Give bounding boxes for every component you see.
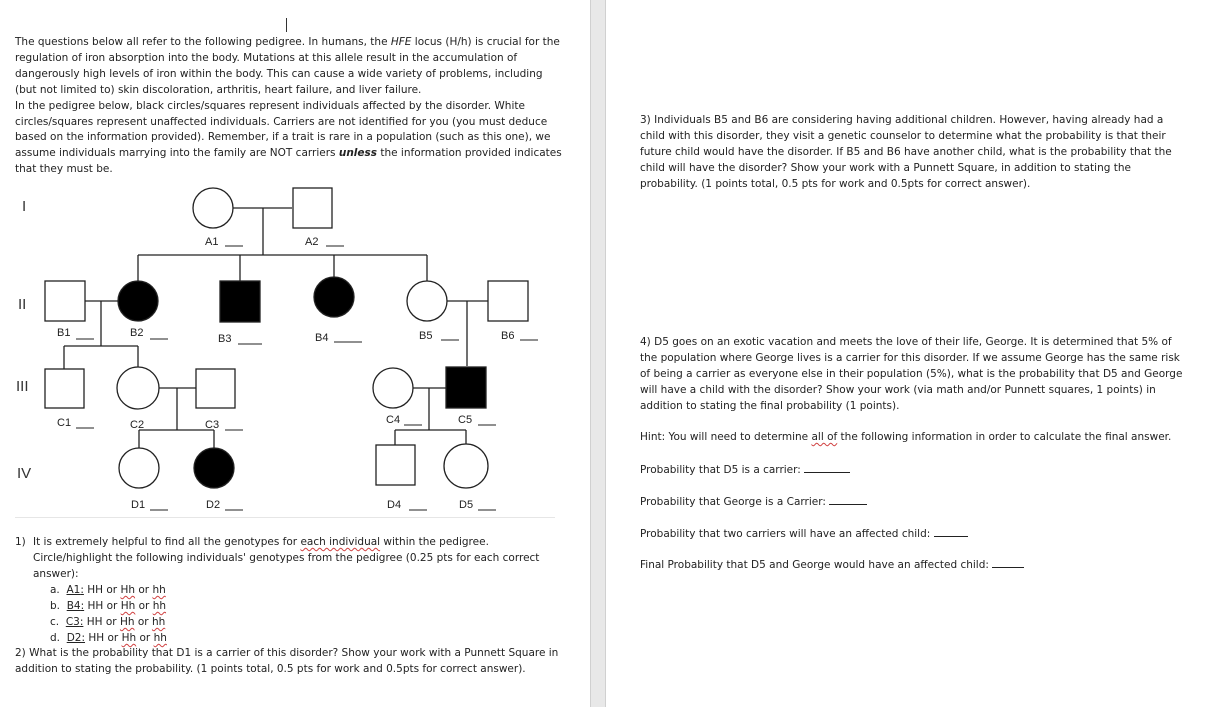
label-B6: B6 [501, 330, 515, 342]
genotype-HH[interactable]: HH [88, 632, 105, 644]
label-A2: A2 [305, 236, 319, 248]
question-3: 3) Individuals B5 and B6 are considering having additional children. However, having already had a child with this disorder, they visit a genetic counselor to determine what the probability is that their future child would have the disorder. If B5 and B6 have another child, what is the probability that the child will have the disorder? Show your work with a Punnett Square, in addition to stating the probability. (1 points total, 0.5 pts for work and 0.5pts for correct answer). [640, 114, 1172, 190]
prompt-label: Probability that two carriers will have an affected child: [640, 528, 931, 540]
label-D2: D2 [206, 499, 221, 511]
genotype-hh[interactable]: hh [151, 616, 166, 628]
label-B4: B4 [315, 332, 329, 344]
text-cursor [286, 18, 287, 32]
option-colon: : [81, 632, 86, 644]
label-B1: B1 [57, 327, 71, 339]
option-letter: b. [50, 600, 61, 612]
option-individual-id: C3 [65, 616, 80, 628]
genotype-Hh[interactable]: Hh [119, 616, 135, 628]
section-divider [15, 517, 555, 518]
individual-B5 [407, 281, 447, 321]
generation-label-IV: IV [17, 465, 32, 482]
label-C1: C1 [57, 417, 72, 429]
individual-B3 [220, 281, 260, 322]
individual-B1 [45, 281, 85, 321]
intro-p2-b: the information provided indicates that they must be. [15, 147, 562, 176]
individual-A2 [293, 188, 332, 228]
label-B5: B5 [419, 330, 433, 342]
intro-p2-a: In the pedigree below, black circles/squares represent individuals affected by the disorder. White circles/squares represent unaffected individuals. Carriers are not identified for you (you must deduce based on the information provided). Remember, if a trait is rare in a population (such as this one), we assume individuals marrying into the family are NOT carriers [15, 99, 551, 160]
option-or: or [137, 616, 149, 628]
option-individual-id: D2 [66, 632, 82, 644]
label-B3: B3 [218, 333, 232, 345]
label-A1: A1 [205, 236, 219, 248]
individual-C1 [45, 369, 84, 408]
individual-D5 [444, 444, 488, 488]
option-individual-id: A1 [66, 584, 81, 596]
label-B2: B2 [130, 327, 144, 339]
intro-paragraph-1 [15, 35, 563, 99]
option-or: or [107, 632, 119, 644]
option-or: or [138, 600, 150, 612]
option-or: or [106, 600, 118, 612]
prompt-label: Probability that D5 is a carrier: [640, 464, 801, 476]
genotype-Hh[interactable]: Hh [120, 600, 136, 612]
genotype-hh[interactable]: hh [152, 600, 167, 612]
label-C5: C5 [458, 414, 473, 426]
genotype-hh[interactable]: hh [152, 584, 166, 596]
q1-number: 1) [15, 536, 26, 548]
option-colon: : [79, 616, 84, 628]
q4-prompt-george-carrier [640, 494, 1185, 511]
label-C3: C3 [205, 419, 220, 431]
genotype-HH[interactable]: HH [86, 616, 103, 628]
label-D5: D5 [459, 499, 474, 511]
prompt-label: Probability that George is a Carrier: [640, 496, 826, 508]
answer-blank[interactable] [992, 557, 1024, 568]
genotype-HH[interactable]: HH [87, 600, 104, 612]
genotype-HH[interactable]: HH [87, 584, 104, 596]
question-2: 2) What is the probability that D1 is a carrier of this disorder? Show your work with a Punnett Square in addition to stating the probability. (1 points total, 0.5 pts for work and 0.5pts for correct answer). [15, 647, 559, 675]
intro-p1-a: The questions below all refer to the following pedigree. In humans, the [15, 36, 391, 48]
label-D1: D1 [131, 499, 146, 511]
label-C4: C4 [386, 414, 401, 426]
individual-D2 [194, 448, 234, 488]
individual-D4 [376, 445, 415, 485]
q1-text-a: It is extremely helpful to find all the genotypes for [33, 536, 301, 548]
q1-text-each-individual: each individual [300, 536, 381, 548]
option-or: or [138, 584, 150, 596]
hint-text-c: the following information in order to calculate the final answer. [837, 431, 1172, 443]
question-4: 4) D5 goes on an exotic vacation and meets the love of their life, George. It is determined that 5% of the population where George lives is a carrier for this disorder. If we assume George has the same risk of being a carrier as everyone else in their population (5%), what is the probability that D5 and George will have a child with the disorder? Show your work (via math and/or Punnett squares, 1 points) in addition to stating the final probability (1 points). [640, 336, 1183, 412]
pedigree-diagram [0, 180, 560, 520]
hfe-locus: HFE [390, 36, 412, 48]
individual-C4 [373, 368, 413, 408]
option-or: or [105, 616, 117, 628]
option-colon: : [80, 600, 85, 612]
question-1 [15, 535, 575, 583]
q4-prompt-d5-carrier [640, 462, 1185, 479]
answer-blank[interactable] [804, 462, 850, 473]
label-C2: C2 [130, 419, 145, 431]
q1-option-d [50, 630, 167, 646]
label-D4: D4 [387, 499, 402, 511]
option-individual-id: B4 [66, 600, 81, 612]
option-or: or [106, 584, 118, 596]
individual-C2 [117, 367, 159, 409]
intro-p1-b: locus (H/h) is crucial for the regulation of iron absorption into the body. Mutations at this allele result in the accumulation of dangerously high levels of iron within the body. This can cause a wide variety of problems, including (but not limited to) skin discoloration, arthritis, heart failure, and liver failure. [15, 36, 560, 96]
q4-hint [640, 430, 1185, 446]
intro-text [15, 35, 563, 178]
individual-B6 [488, 281, 528, 321]
individual-C3 [196, 369, 235, 408]
q4-prompt-two-carriers [640, 526, 1185, 543]
individual-B4 [314, 277, 354, 317]
q1-option-b [50, 598, 166, 614]
generation-label-II: II [18, 296, 27, 313]
option-or: or [139, 632, 151, 644]
option-letter: a. [50, 584, 60, 596]
individual-D1 [119, 448, 159, 488]
unless-emphasis: unless [338, 147, 378, 160]
hint-all-of: all of [811, 431, 838, 443]
answer-blank[interactable] [934, 526, 968, 537]
option-letter: d. [50, 632, 61, 644]
q1-text-c: within the pedigree. [380, 536, 489, 548]
answer-blank[interactable] [829, 494, 867, 505]
genotype-hh[interactable]: hh [153, 632, 167, 644]
genotype-Hh[interactable]: Hh [121, 632, 137, 644]
generation-label-III: III [16, 378, 29, 395]
intro-paragraph-2 [15, 99, 563, 179]
option-letter: c. [50, 616, 60, 628]
prompt-label: Final Probability that D5 and George would have an affected child: [640, 559, 989, 571]
q4-prompt-final [640, 557, 1185, 574]
individual-B2 [118, 281, 158, 321]
q1-line-2: Circle/highlight the following individuals' genotypes from the pedigree (0.25 pts for each correct answer): [33, 551, 540, 580]
q1-line-1 [15, 535, 575, 551]
option-colon: : [80, 584, 84, 596]
q1-option-a [50, 582, 166, 598]
hint-text-a: Hint: You will need to determine [640, 431, 812, 443]
individual-A1 [193, 188, 233, 228]
genotype-Hh[interactable]: Hh [120, 584, 136, 596]
page-gutter [590, 0, 606, 707]
individual-C5 [446, 367, 486, 408]
generation-label-I: I [22, 198, 27, 215]
q1-option-c [50, 614, 165, 630]
